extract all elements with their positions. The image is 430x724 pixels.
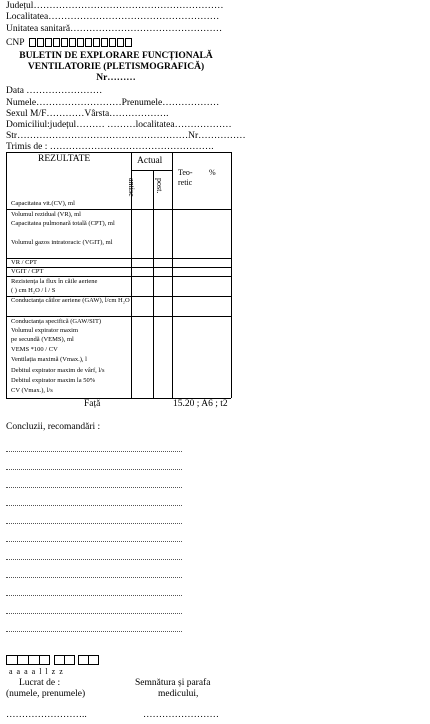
header-rezultate: REZULTATE bbox=[38, 154, 91, 164]
street-field: Str………………………………………………Nr…………… bbox=[6, 131, 246, 141]
cnp-digit-box bbox=[125, 38, 132, 47]
header-teoretic-2: retic bbox=[178, 178, 193, 187]
form-format-code: 15.20 ; A6 ; t2 bbox=[173, 399, 228, 409]
row-label: VR / CPT bbox=[11, 259, 38, 266]
row-label: pe secundă (VEMS), ml bbox=[11, 336, 74, 343]
conclusion-line bbox=[6, 631, 182, 632]
unitatea-sanitara-field: Unitatea sanitară………………………………………… bbox=[6, 24, 223, 34]
cnp-digit-box bbox=[117, 38, 124, 47]
conclusion-line bbox=[6, 469, 182, 470]
title-number: Nr……… bbox=[96, 73, 136, 83]
header-antise: antise bbox=[127, 178, 136, 197]
row-label: CV (Vmax.), l/s bbox=[11, 387, 53, 394]
row-label: VGIT / CPT bbox=[11, 268, 44, 275]
row-label: Conductanța căilor aeriene (GAW), l/cm H₂O bbox=[11, 297, 130, 304]
conclusion-line bbox=[6, 541, 182, 542]
row-label: ( ) cm H₂O / l / S bbox=[11, 287, 56, 294]
signature-label: Semnătura și parafa bbox=[135, 678, 211, 688]
trimis-field: Trimis de : ……………………………………………. bbox=[6, 142, 214, 152]
date-format-letters: a a a a l l z z bbox=[9, 667, 64, 676]
row-label: VEMS *100 / CV bbox=[11, 346, 58, 353]
row-label: Volumul rezidual (VR), ml bbox=[11, 211, 81, 218]
cnp-digit-box bbox=[53, 38, 60, 47]
row-label: Debitul expirator maxim de vârf, l/s bbox=[11, 367, 105, 374]
header-actual: Actual bbox=[137, 156, 163, 166]
lucrat-sublabel: (numele, prenumele) bbox=[6, 689, 86, 699]
name-field: Numele………………………Prenumele……………… bbox=[6, 98, 220, 108]
cnp-digit-box bbox=[85, 38, 92, 47]
row-label: Capacitatea vit.(CV), ml bbox=[11, 200, 75, 207]
row-label: Conductanța specifică (GAW/SIT) bbox=[11, 318, 102, 325]
conclusion-line bbox=[6, 505, 182, 506]
cnp-digit-box bbox=[109, 38, 116, 47]
row-label: Debitul expirator maxim la 50% bbox=[11, 377, 96, 384]
header-teoretic: Teo- bbox=[178, 168, 193, 177]
cnp-label: CNP bbox=[6, 38, 25, 48]
cnp-digit-box bbox=[45, 38, 52, 47]
domiciliu-field: Domiciliul:județul……… ………localitatea……………… bbox=[6, 120, 232, 130]
conclusion-line bbox=[6, 523, 182, 524]
row-label: Rezistența la flux în căile aeriene bbox=[11, 278, 98, 285]
row-label: Capacitatea pulmonară totală (CPT), ml bbox=[11, 220, 115, 227]
title-line-1: BULETIN DE EXPLORARE FUNCȚIONALĂ bbox=[19, 51, 213, 61]
localitatea-field: Localitatea……………………………………………… bbox=[6, 12, 220, 22]
lucrat-label: Lucrat de : bbox=[19, 678, 61, 688]
conclusion-line bbox=[6, 577, 182, 578]
row-label: Volumul gazos intratoracic (VGIT), ml bbox=[11, 239, 113, 246]
judetul-field: Județul…………………………………………………… bbox=[6, 1, 224, 11]
row-label: Volumul expirator maxim bbox=[11, 327, 79, 334]
conclusions-label: Concluzii, recomandări : bbox=[6, 422, 101, 432]
title-line-2: VENTILATORIE (PLETISMOGRAFICĂ) bbox=[27, 62, 205, 72]
cnp-digit-box bbox=[101, 38, 108, 47]
cnp-digit-box bbox=[77, 38, 84, 47]
lucrat-dots: …………………….. bbox=[6, 710, 87, 720]
conclusion-line bbox=[6, 487, 182, 488]
conclusion-line bbox=[6, 451, 182, 452]
cnp-digit-box bbox=[37, 38, 44, 47]
cnp-digit-box bbox=[69, 38, 76, 47]
cnp-digit-box bbox=[61, 38, 68, 47]
conclusion-line bbox=[6, 613, 182, 614]
page-side-label: Față bbox=[84, 399, 101, 409]
conclusion-line bbox=[6, 595, 182, 596]
cnp-digit-box bbox=[29, 38, 36, 47]
cnp-digit-box bbox=[93, 38, 100, 47]
row-label: Ventilația maximă (Vmax.), l bbox=[11, 356, 87, 363]
signature-sublabel: medicului, bbox=[158, 689, 199, 699]
sex-age-field: Sexul M/F…………Vârsta………………. bbox=[6, 109, 169, 119]
signature-dots: …………………… bbox=[143, 710, 219, 720]
data-field: Data …………………… bbox=[6, 86, 103, 96]
header-percent: % bbox=[209, 168, 216, 177]
conclusion-line bbox=[6, 559, 182, 560]
header-post: post. bbox=[155, 178, 164, 194]
